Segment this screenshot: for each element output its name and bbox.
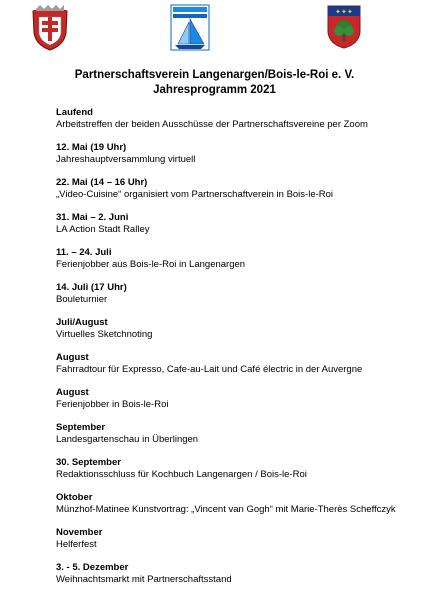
event-item <box>56 492 416 516</box>
event-description: LA Action Stadt Ralley <box>56 224 150 235</box>
event-description: Ferienjobber aus Bois-le-Roi in Langenargen <box>56 259 246 270</box>
event-item <box>56 352 416 376</box>
event-item <box>56 247 416 271</box>
event-item <box>56 317 416 341</box>
langenargen-coat-of-arms-logo <box>30 5 70 51</box>
event-description: Weihnachtsmarkt mit Partnerschaftsstand <box>56 574 232 585</box>
event-item <box>56 177 416 201</box>
title-line-2: Jahresprogramm 2021 <box>153 84 276 96</box>
page-title <box>0 68 429 98</box>
event-item <box>56 387 416 411</box>
event-description: Jahreshauptversammlung virtuell <box>56 154 196 165</box>
event-list <box>56 107 416 597</box>
event-item <box>56 282 416 306</box>
event-date: August <box>56 352 89 363</box>
event-item <box>56 457 416 481</box>
event-item <box>56 142 416 166</box>
event-date: 31. Mai – 2. Juni <box>56 212 129 223</box>
event-date: November <box>56 527 103 538</box>
event-description: Arbeitstreffen der beiden Ausschüsse der Partnerschaftsvereine per Zoom <box>56 119 368 130</box>
event-description: „Video-Cuisine“ organisiert vom Partnerschaftverein in Bois-le-Roi <box>56 189 334 200</box>
event-date: Laufend <box>56 107 93 118</box>
event-date: 22. Mai (14 – 16 Uhr) <box>56 177 148 188</box>
event-item <box>56 212 416 236</box>
event-date: Juli/August <box>56 317 108 328</box>
event-date: 30. September <box>56 457 121 468</box>
event-date: August <box>56 387 89 398</box>
event-item <box>56 422 416 446</box>
event-date: 12. Mai (19 Uhr) <box>56 142 127 153</box>
event-date: 3. - 5. Dezember <box>56 562 129 573</box>
svg-text:✦: ✦ <box>335 8 341 16</box>
bois-le-roi-coat-of-arms-logo <box>326 4 362 49</box>
event-description: Fahrradtour für Expresso, Cafe-au-Lait und Café électric in der Auvergne <box>56 364 363 375</box>
event-date: September <box>56 422 106 433</box>
event-description: Helferfest <box>56 539 97 550</box>
event-item <box>56 562 416 586</box>
svg-text:✦: ✦ <box>347 8 353 16</box>
svg-text:✦: ✦ <box>341 8 347 16</box>
event-date: 11. – 24. Juli <box>56 247 112 258</box>
event-date: 14. Juli (17 Uhr) <box>56 282 127 293</box>
event-date: Oktober <box>56 492 93 503</box>
partnership-sailboat-logo <box>170 4 210 51</box>
event-description: Bouleturnier <box>56 294 108 305</box>
title-line-1: Partnerschaftsverein Langenargen/Bois-le-Roi e. V. <box>74 69 355 81</box>
event-description: Münzhof-Matinee Kunstvortrag: „Vincent van Gogh“ mit Marie-Therès Scheffczyk <box>56 504 396 515</box>
event-description: Redaktionsschluss für Kochbuch Langenargen / Bois-le-Roi <box>56 469 307 480</box>
event-item <box>56 107 416 131</box>
event-description: Ferienjobber in Bois-le-Roi <box>56 399 169 410</box>
event-description: Landesgartenschau in Überlingen <box>56 434 199 445</box>
event-description: Virtuelles Sketchnoting <box>56 329 153 340</box>
event-item <box>56 527 416 551</box>
